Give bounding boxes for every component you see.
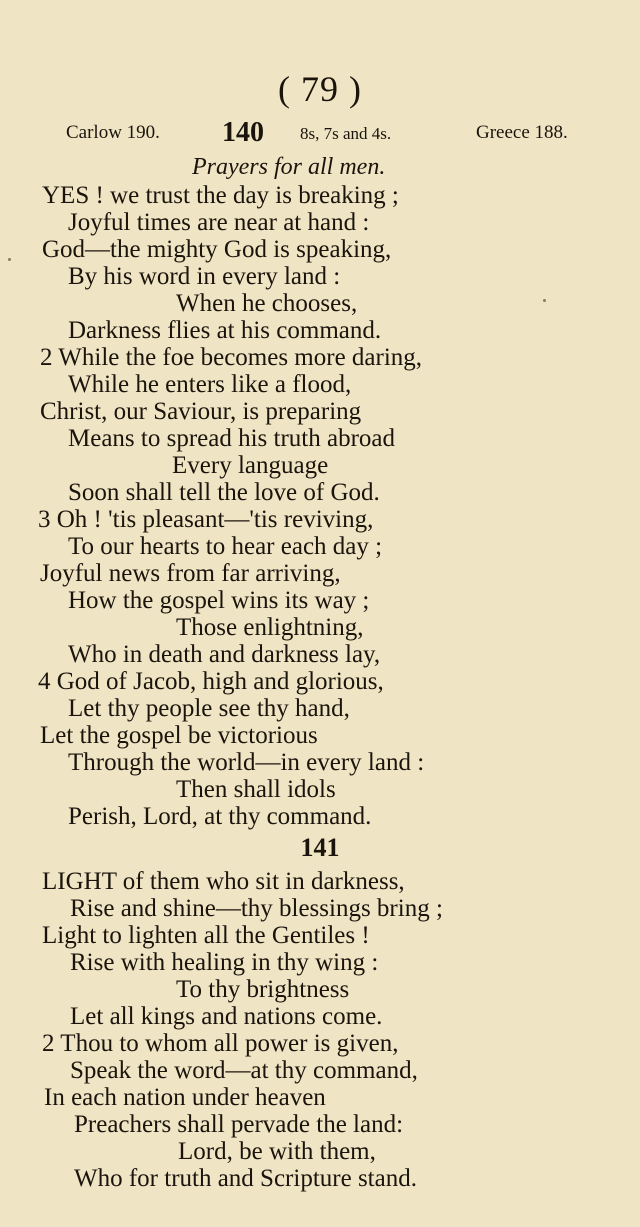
hymn140-line: Who in death and darkness lay, (68, 641, 381, 668)
hymn140-line: 2 While the foe becomes more daring, (40, 344, 423, 371)
hymn140-line: Those enlightning, (176, 614, 364, 641)
hymn140-line: Let the gospel be victorious (40, 722, 318, 749)
hymn141-line: Rise and shine—thy blessings bring ; (70, 895, 443, 922)
hymn140-line: Darkness flies at his command. (68, 317, 382, 344)
page-number: ( 79 ) (278, 69, 362, 109)
hymn141-line: Preachers shall pervade the land: (74, 1111, 404, 1138)
meter: 8s, 7s and 4s. (300, 124, 392, 143)
paper-speck (8, 258, 11, 261)
paper-speck (543, 299, 546, 302)
hymn140-line: Joyful news from far arriving, (40, 560, 341, 587)
hymn141-line: Let all kings and nations come. (70, 1003, 383, 1030)
hymn140-line: When he chooses, (176, 290, 358, 317)
hymn140-line: Means to spread his truth abroad (68, 425, 396, 452)
hymn140-line: Joyful times are near at hand : (68, 209, 370, 236)
hymn-title: Prayers for all men. (192, 154, 386, 180)
tune-name-right: Greece 188. (476, 122, 568, 143)
hymn140-line: Then shall idols (176, 776, 336, 803)
hymn140-line: Perish, Lord, at thy command. (68, 803, 372, 830)
hymn140-line: Let thy people see thy hand, (68, 695, 350, 722)
hymn-number-141: 141 (300, 833, 340, 862)
hymn-number-140: 140 (222, 117, 264, 148)
hymn140-line: God—the mighty God is speaking, (42, 236, 392, 263)
hymn140-line: By his word in every land : (68, 263, 341, 290)
hymn140-line: Every language (172, 452, 329, 479)
hymn141-line: Who for truth and Scripture stand. (74, 1165, 417, 1192)
hymn141-line: Rise with healing in thy wing : (70, 949, 379, 976)
hymn140-line: While he enters like a flood, (68, 371, 352, 398)
hymn140-line: Christ, our Saviour, is preparing (40, 398, 362, 425)
hymn141-line: To thy brightness (176, 976, 350, 1003)
hymn141-line: Lord, be with them, (178, 1138, 376, 1165)
hymn141-line: LIGHT of them who sit in darkness, (42, 868, 405, 895)
hymn140-line: How the gospel wins its way ; (68, 587, 370, 614)
hymn140-line: To our hearts to hear each day ; (68, 533, 383, 560)
hymn141-line: In each nation under heaven (44, 1084, 326, 1111)
hymn140-line: 3 Oh ! 'tis pleasant—'tis reviving, (38, 506, 374, 533)
hymn140-line: YES ! we trust the day is breaking ; (42, 182, 399, 209)
tune-name-left: Carlow 190. (66, 122, 160, 143)
hymn141-line: 2 Thou to whom all power is given, (42, 1030, 399, 1057)
hymn141-line: Light to lighten all the Gentiles ! (42, 922, 370, 949)
hymn140-line: 4 God of Jacob, high and glorious, (38, 668, 384, 695)
hymn140-line: Through the world—in every land : (68, 749, 425, 776)
hymn141-line: Speak the word—at thy command, (70, 1057, 418, 1084)
hymn140-line: Soon shall tell the love of God. (68, 479, 380, 506)
